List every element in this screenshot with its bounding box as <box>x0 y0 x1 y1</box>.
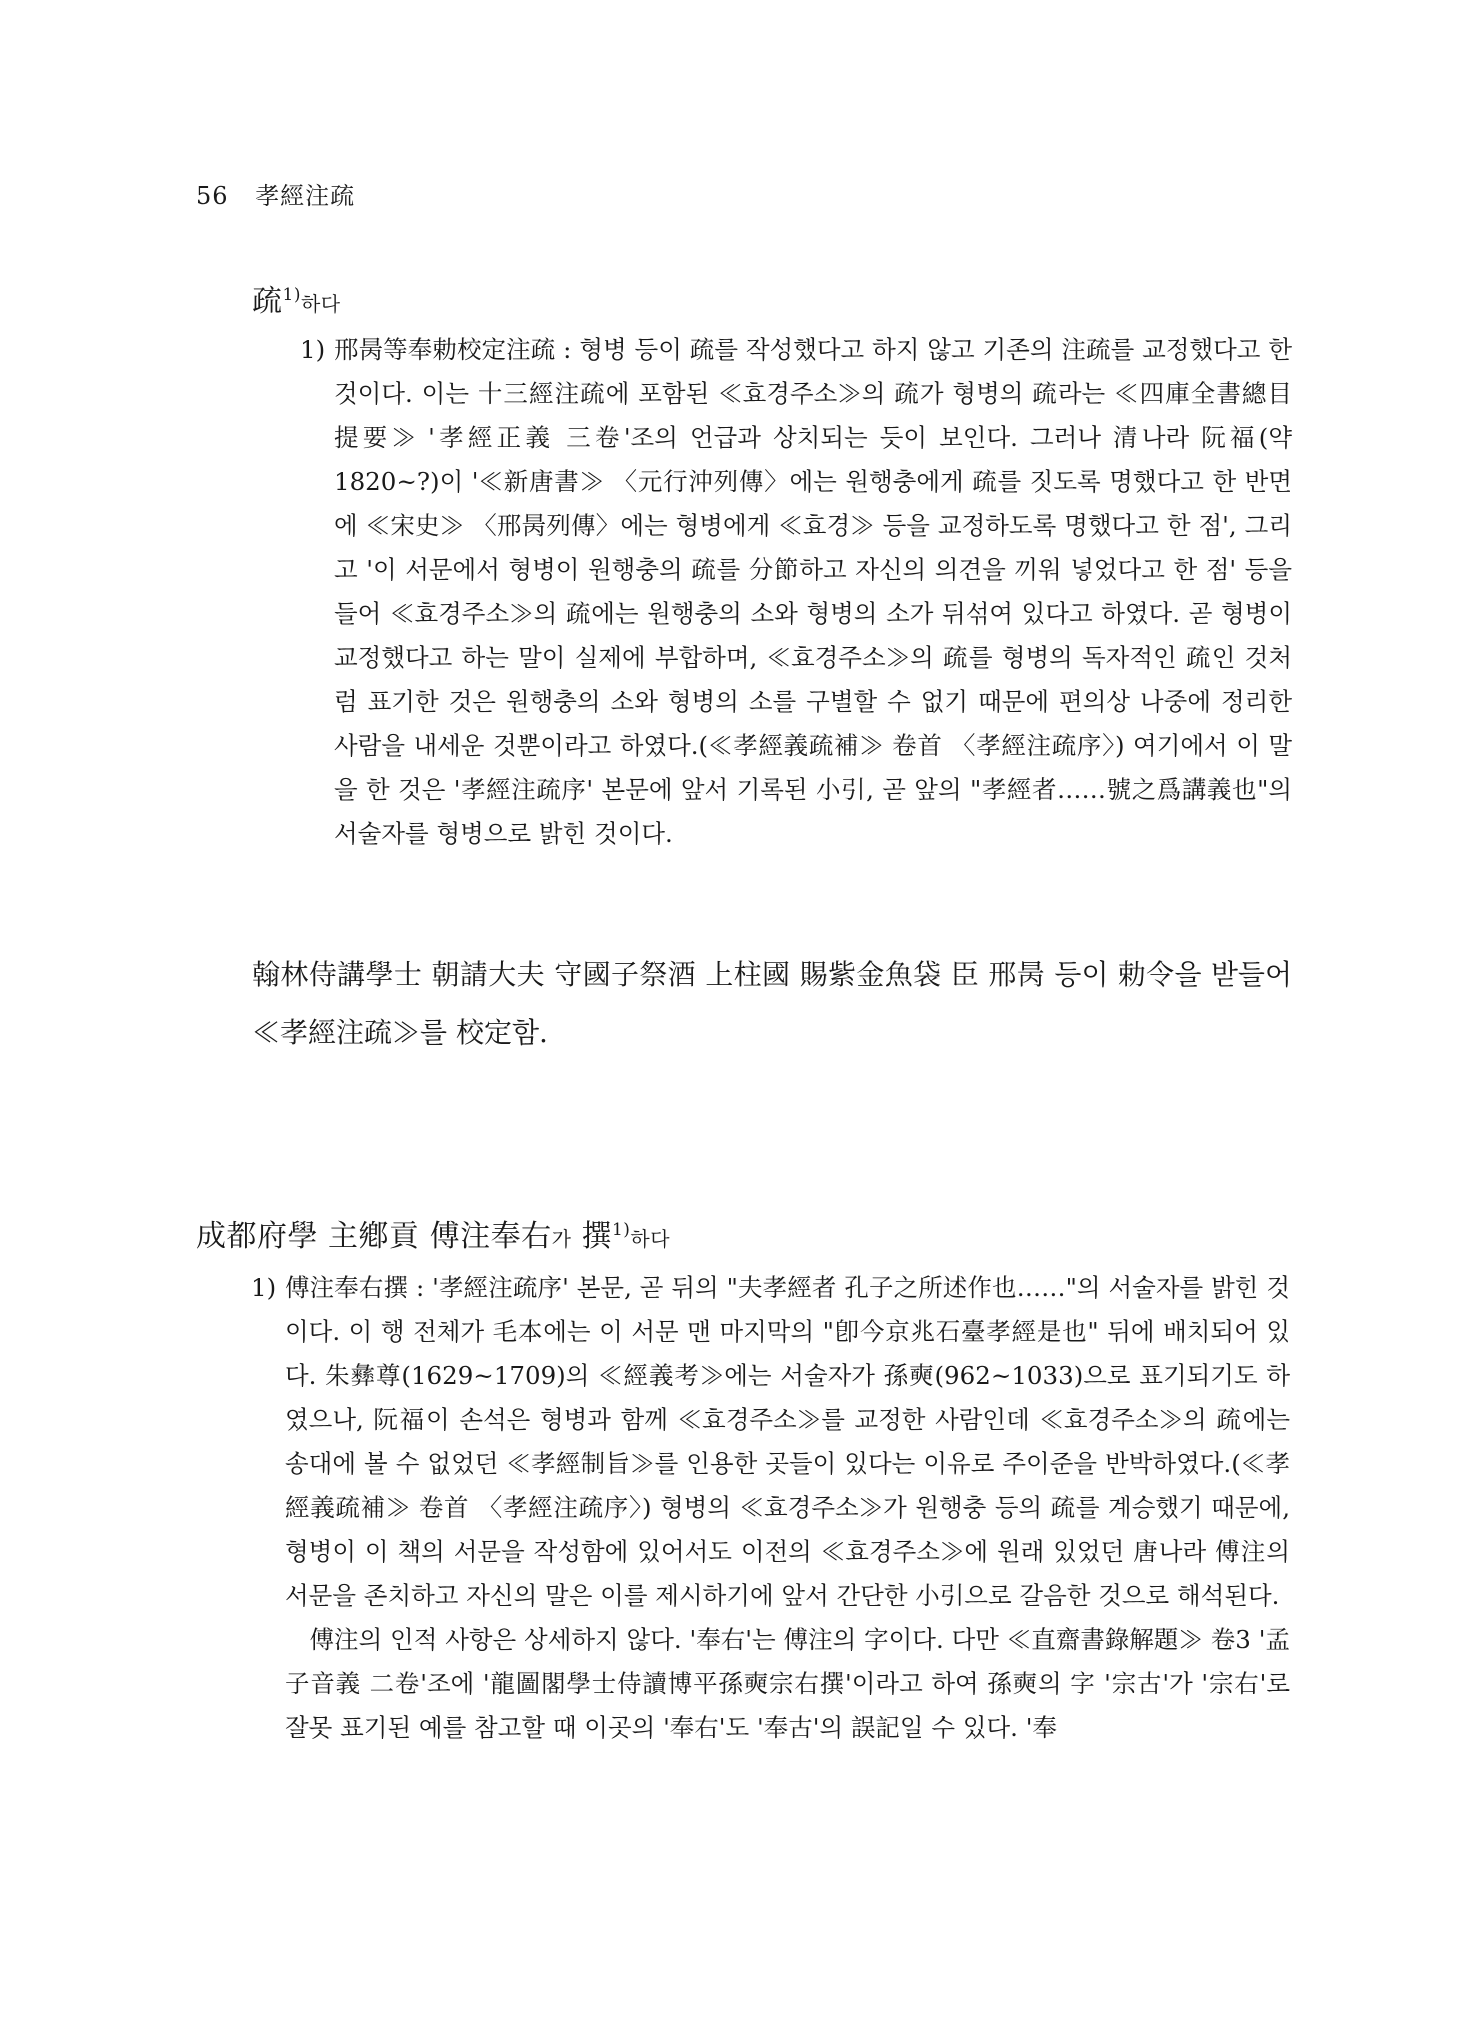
footnote-2-number: 1) <box>251 1273 277 1302</box>
translation-paragraph <box>252 946 1292 1062</box>
footnote-2 <box>251 1266 1290 1750</box>
footnote-2-text-continued: 傅注의 인적 사항은 상세하지 않다. '奉右'는 傅注의 字이다. 다만 ≪直齋書錄解題≫ 卷3 '孟子音義 二卷'조에 '龍圖閣學士侍讀博平孫奭宗右撰'이라고 하여 孫奭의 字 '宗古'가 '宗右'로 잘못 표기된 예를 참고할 때 이곳의 '奉右'도 '奉古'의 誤記일 수 있다. '奉 <box>285 1625 1290 1742</box>
footnote-1 <box>300 328 1292 856</box>
footnote-1-text: 邢昺等奉勅校定注疏 : 형병 등이 疏를 작성했다고 하지 않고 기존의 注疏를 교정했다고 한 것이다. 이는 十三經注疏에 포함된 ≪효경주소≫의 疏가 형병의 疏라는 ≪四庫全書總目提要≫ '孝經正義 三卷'조의 언급과 상치되는 듯이 보인다. 그러나 清나라 阮福(약 1820~?)이 '≪新唐書≫ 〈元行沖列傳〉에는 원행충에게 疏를 짓도록 명했다고 한 반면에 ≪宋史≫ 〈邢昺列傳〉에는 형병에게 ≪효경≫ 등을 교정하도록 명했다고 한 점', 그리고 '이 서문에서 형병이 원행충의 疏를 分節하고 자신의 의견을 끼워 넣었다고 한 점' 등을 들어 ≪효경주소≫의 疏에는 원행충의 소와 형병의 소가 뒤섞여 있다고 하였다. 곧 형병이 교정했다고 하는 말이 실제에 부합하며, ≪효경주소≫의 疏를 형병의 독자적인 疏인 것처럼 표기한 것은 원행충의 소와 형병의 소를 구별할 수 없기 때문에 편의상 나중에 정리한 사람을 내세운 것뿐이라고 하였다.(≪孝經義疏補≫ 卷首 〈孝經注疏序〉) 여기에서 이 말을 한 것은 '孝經注疏序' 본문에 앞서 기록된 小引, 곧 앞의 "孝經者……號之爲講義也"의 서술자를 형병으로 밝힌 것이다. <box>334 335 1292 848</box>
section2-head-main: 成都府學 主鄕貢 傅注奉右 <box>196 1219 552 1254</box>
section1-heading <box>252 276 1292 320</box>
section1-head-main: 疏 <box>252 284 283 319</box>
footnote-2-text: 傅注奉右撰 : '孝經注疏序' 본문, 곧 뒤의 "夫孝經者 孔子之所述作也……"의 서술자를 밝힌 것이다. 이 행 전체가 毛本에는 이 서문 맨 마지막의 "卽今京兆石臺孝經是也" 뒤에 배치되어 있다. 朱彝尊(1629~1709)의 ≪經義考≫에는 서술자가 孫奭(962~1033)으로 표기되기도 하였으나, 阮福이 손석은 형병과 함께 ≪효경주소≫를 교정한 사람인데 ≪효경주소≫의 疏에는 송대에 볼 수 없었던 ≪孝經制旨≫를 인용한 곳들이 있다는 이유로 주이준을 반박하였다.(≪孝經義疏補≫ 卷首 〈孝經注疏序〉) 형병의 ≪효경주소≫가 원행충 등의 疏를 계승했기 때문에, 형병이 이 책의 서문을 작성함에 있어서도 이전의 ≪효경주소≫에 원래 있었던 唐나라 傅注의 서문을 존치하고 자신의 말은 이를 제시하기에 앞서 간단한 小引으로 갈음한 것으로 해석된다. <box>285 1273 1290 1610</box>
section2-head-footnote-ref[interactable]: 1) <box>611 1220 631 1240</box>
section1-head-suffix: 하다 <box>300 292 341 316</box>
running-head <box>196 176 355 211</box>
section1-head-footnote-ref[interactable]: 1) <box>282 285 301 305</box>
section2-heading <box>196 1211 1296 1255</box>
section2-head-main2: 撰 <box>571 1219 612 1254</box>
page-number: 56 <box>196 182 229 210</box>
book-title: 孝經注疏 <box>255 182 356 210</box>
translation-text: 翰林侍講學士 朝請大夫 守國子祭酒 上柱國 賜紫金魚袋 臣 邢昺 등이 勅令을 받들어 ≪孝經注疏≫를 校定함. <box>252 958 1292 1049</box>
section2-head-suffix: 하다 <box>630 1227 671 1251</box>
section2-head-ga: 가 <box>551 1227 572 1251</box>
footnote-1-number: 1) <box>300 335 326 364</box>
